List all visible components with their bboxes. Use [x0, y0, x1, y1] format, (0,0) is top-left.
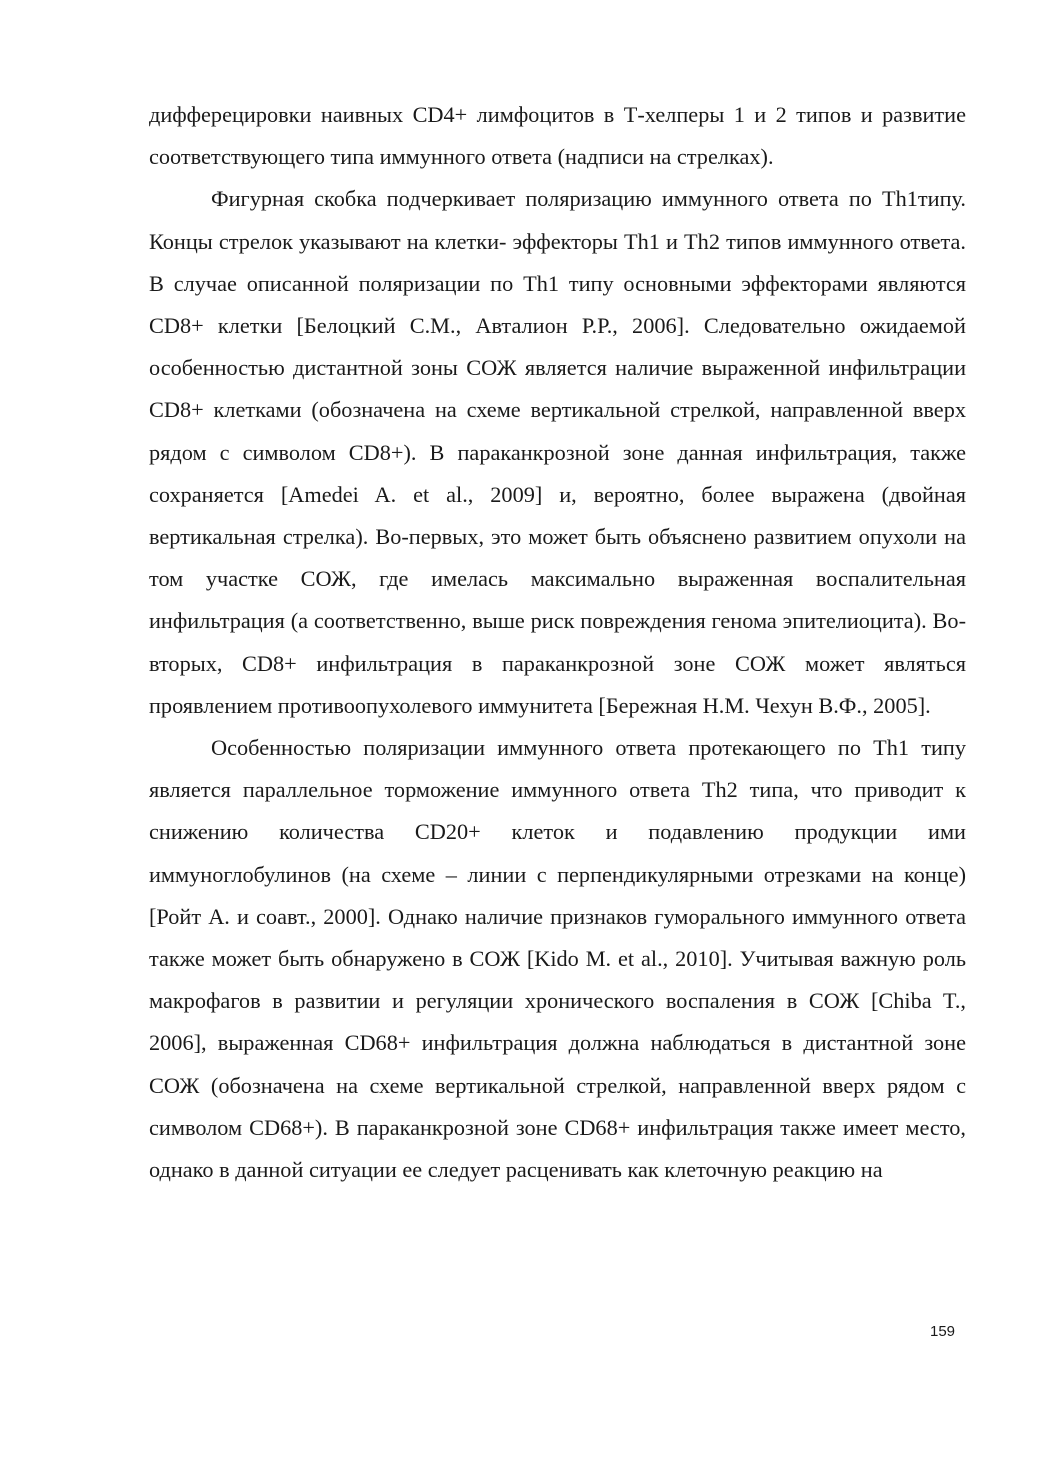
page-number: 159 [930, 1323, 956, 1340]
paragraph-continuation: дифферецировки наивных CD4+ лимфоцитов в Т-хелперы 1 и 2 типов и развитие соответствующего типа иммунного ответа (надписи на стрелках). [149, 102, 966, 170]
document-body [149, 94, 966, 1191]
paragraph-th2-inhibition: Особенностью поляризации иммунного ответа протекающего по Th1 типу является параллельное торможение иммунного ответа Th2 типа, что приводит к снижению количества CD20+ клеток и подавлению продукции ими иммуноглобулинов (на схеме – линии с перпендикулярными отрезками на конце) [Ройт А. и соавт., 2000]. Однако наличие признаков гуморального иммунного ответа также может быть обнаружено в СОЖ [Kido M. et al., 2010]. Учитывая важную роль макрофагов в развитии и регуляции хронического воспаления в СОЖ [Chiba T., 2006], выраженная CD68+ инфильтрация должна наблюдаться в дистантной зоне СОЖ (обозначена на схеме вертикальной стрелкой, направленной вверх рядом с символом CD68+). В параканкрозной зоне CD68+ инфильтрация также имеет место, однако в данной ситуации ее следует расценивать как клеточную реакцию на [149, 735, 966, 1183]
paragraph-th1-polarization: Фигурная скобка подчеркивает поляризацию иммунного ответа по Th1типу. Концы стрелок указывают на клетки- эффекторы Th1 и Th2 типов иммунного ответа. В случае описанной поляризации по Th1 типу основными эффекторами являются CD8+ клетки [Белоцкий С.М., Авталион Р.Р., 2006]. Следовательно ожидаемой особенностью дистантной зоны СОЖ является наличие выраженной инфильтрации CD8+ клетками (обозначена на схеме вертикальной стрелкой, направленной вверх рядом с символом CD8+). В параканкрозной зоне данная инфильтрация, также сохраняется [Amedei A. et al., 2009] и, вероятно, более выражена (двойная вертикальная стрелка). Во-первых, это может быть объяснено развитием опухоли на том участке СОЖ, где имелась максимально выраженная воспалительная инфильтрация (а соответственно, выше риск повреждения генома эпителиоцита). Во-вторых, CD8+ инфильтрация в параканкрозной зоне СОЖ может являться проявлением противоопухолевого иммунитета [Бережная Н.М. Чехун В.Ф., 2005]. [149, 186, 966, 718]
